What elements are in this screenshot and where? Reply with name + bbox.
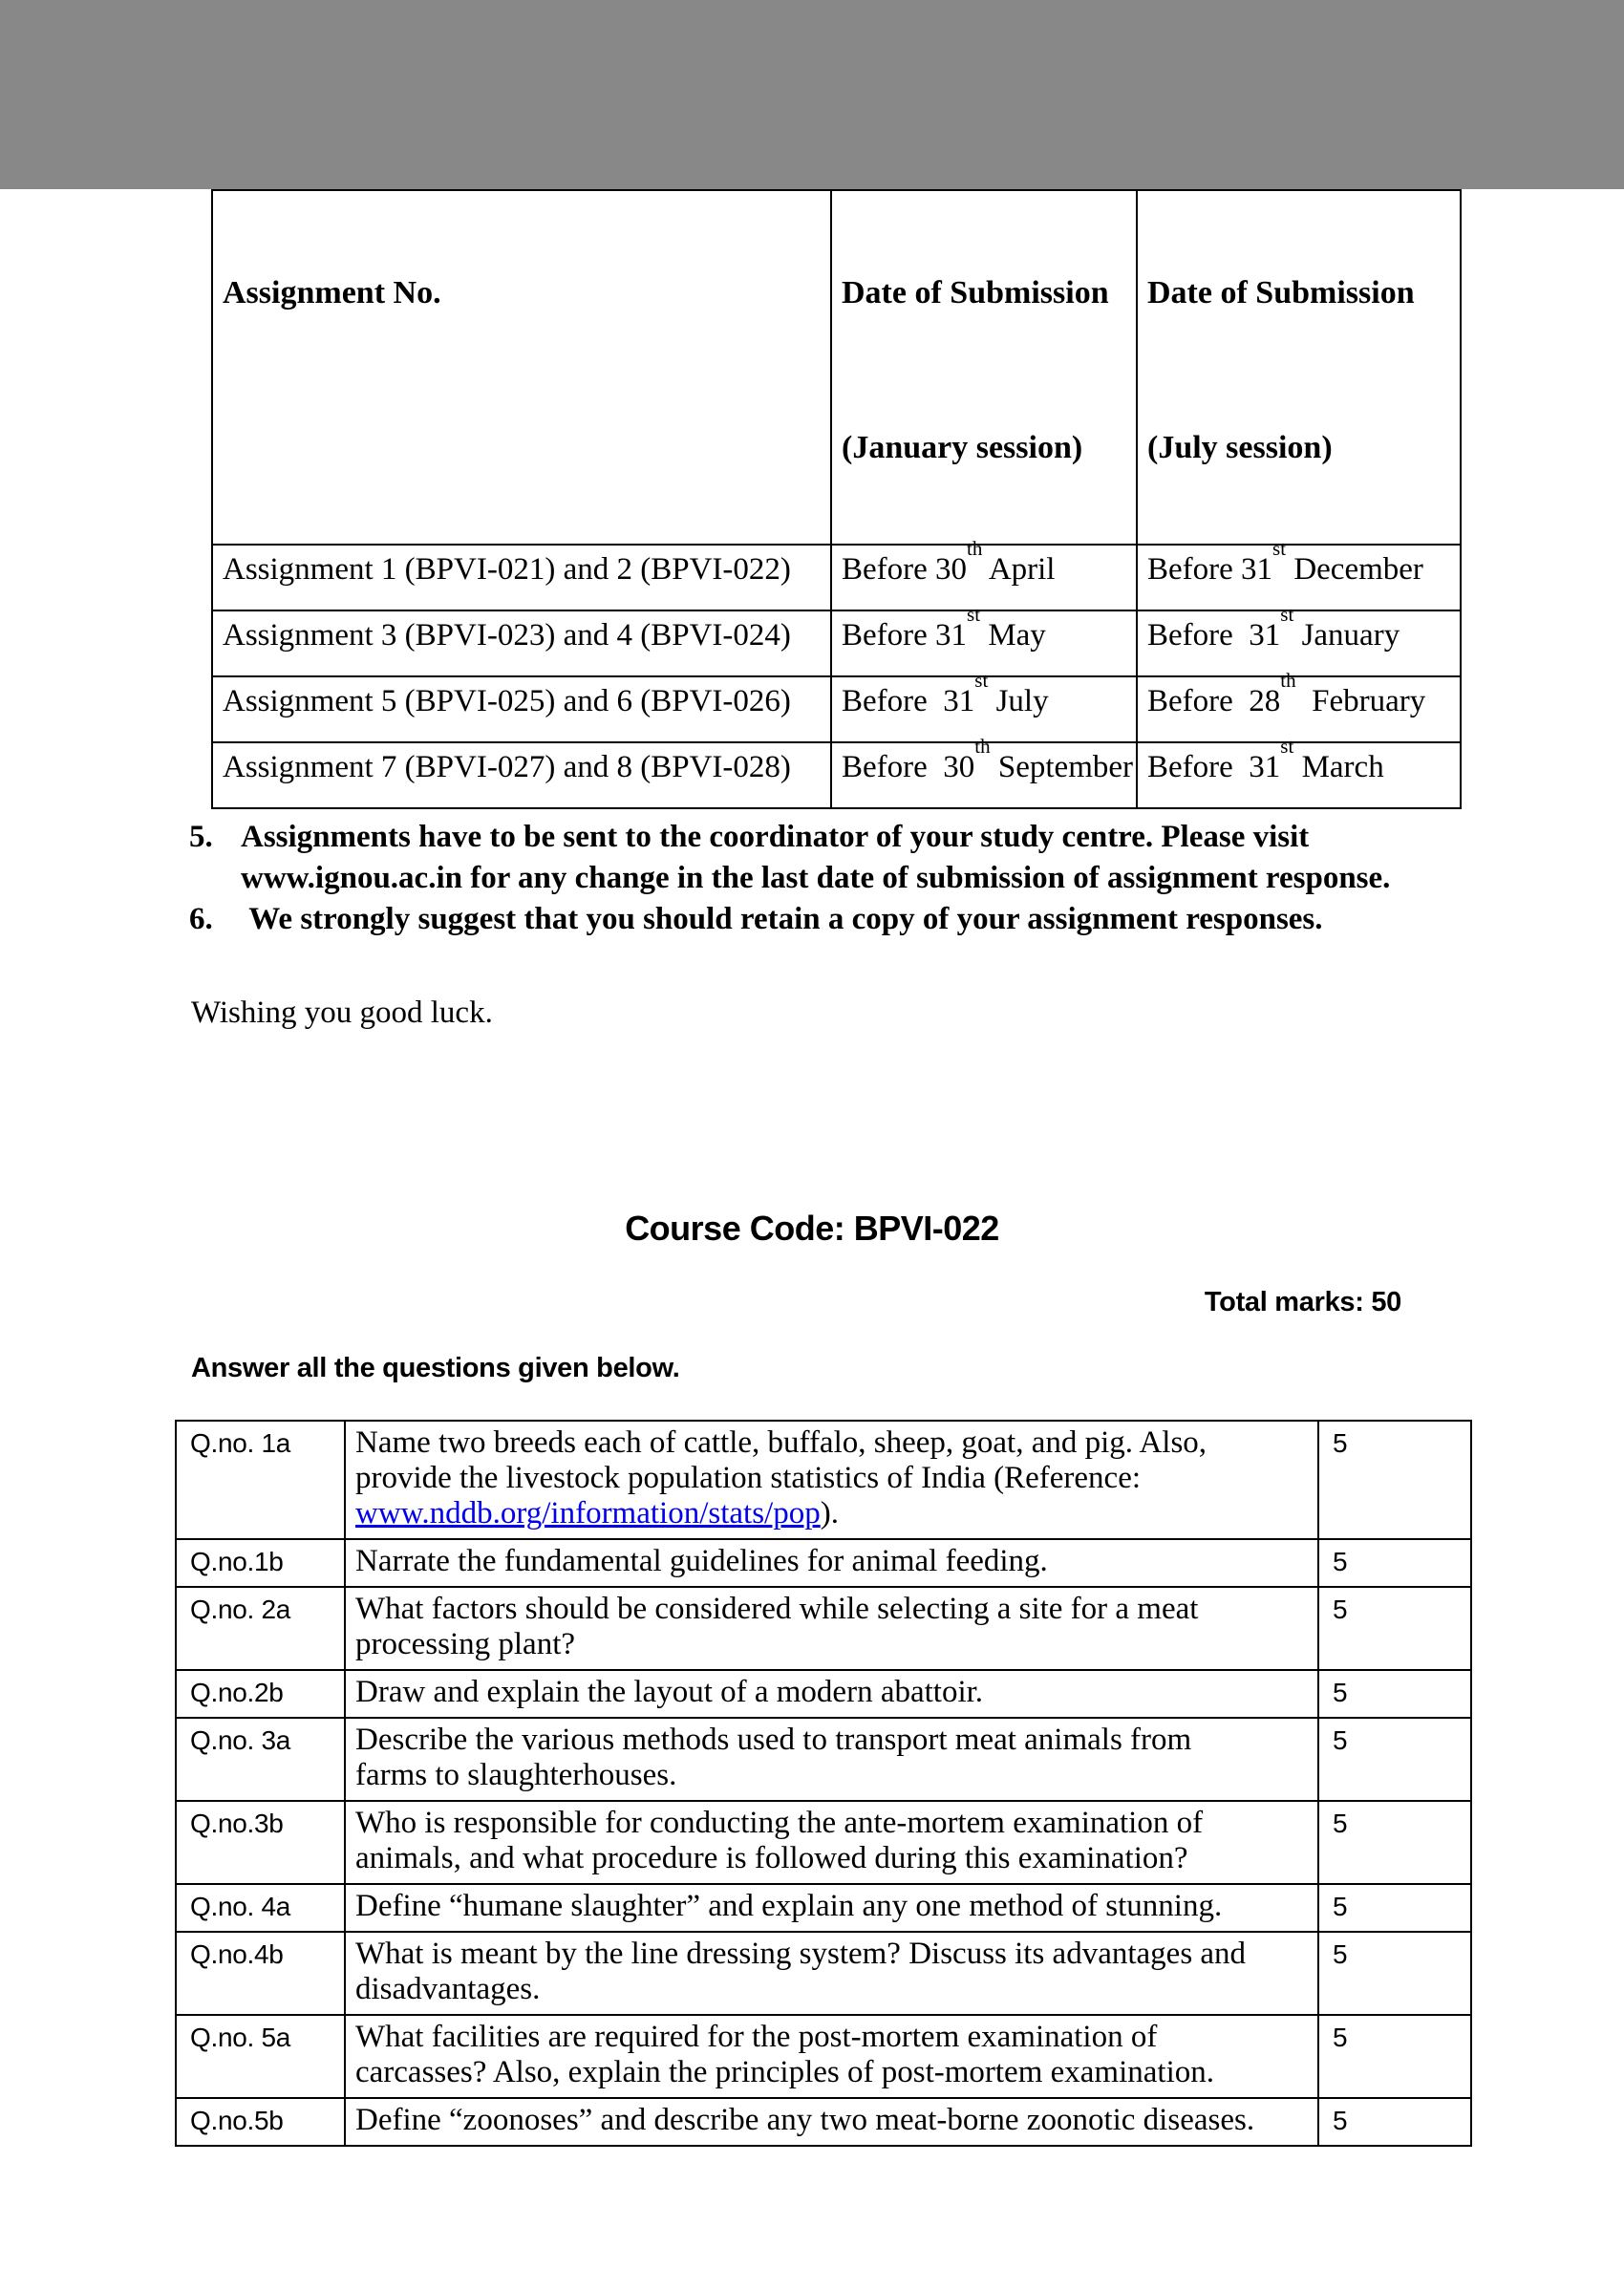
schedule-row bbox=[212, 742, 1461, 808]
note-number: 6. bbox=[189, 902, 213, 936]
question-row bbox=[176, 1932, 1471, 2015]
schedule-header-row bbox=[212, 190, 1461, 545]
ordinal-suffix: st bbox=[967, 603, 981, 626]
date-text: February bbox=[1295, 684, 1426, 718]
question-text-cell: Narrate the fundamental guidelines for animal feeding. bbox=[345, 1539, 1318, 1587]
assignment-cell: Assignment 3 (BPVI-023) and 4 (BPVI-024) bbox=[212, 610, 831, 676]
date-text: Before 31 bbox=[842, 684, 975, 718]
january-date-cell bbox=[831, 537, 1137, 610]
date-text: April bbox=[982, 552, 1056, 587]
assignment-cell: Assignment 7 (BPVI-027) and 8 (BPVI-028) bbox=[212, 742, 831, 808]
marks-cell: 5 bbox=[1318, 1932, 1471, 2015]
date-text: Before 31 bbox=[842, 618, 968, 653]
question-text-cell: What factors should be considered while selecting a site for a meat processing plant? bbox=[345, 1587, 1318, 1670]
question-number-cell: Q.no.4b bbox=[176, 1932, 345, 2015]
marks-cell: 5 bbox=[1318, 1539, 1471, 1587]
note-item-6 bbox=[189, 899, 1474, 940]
note-line: www.ignou.ac.in for any change in the last date of submission of assignment response. bbox=[241, 861, 1391, 895]
january-date-cell bbox=[831, 603, 1137, 676]
schedule-row bbox=[212, 610, 1461, 676]
question-text-cell: Who is responsible for conducting the ante-mortem examination of animals, and what procedure is followed during this examination? bbox=[345, 1801, 1318, 1884]
date-text: Before 30 bbox=[842, 750, 975, 784]
course-code-heading: Course Code: BPVI-022 bbox=[625, 1209, 999, 1248]
marks-cell: 5 bbox=[1318, 1670, 1471, 1718]
question-text: ). bbox=[820, 1496, 839, 1531]
note-text: We strongly suggest that you should retain a copy of your assignment responses. bbox=[241, 902, 1323, 936]
nddb-stats-link[interactable]: www.nddb.org/information/stats/pop bbox=[355, 1496, 821, 1531]
marks-cell: 5 bbox=[1318, 2098, 1471, 2146]
marks-cell: 5 bbox=[1318, 1718, 1471, 1801]
date-text: Before 31 bbox=[1147, 750, 1281, 784]
question-text-cell: Describe the various methods used to transport meat animals from farms to slaughterhouses. bbox=[345, 1718, 1318, 1801]
schedule-header-assignment-no bbox=[212, 190, 831, 545]
question-text-cell: What facilities are required for the post-mortem examination of carcasses? Also, explain the principles of post-mortem examination. bbox=[345, 2015, 1318, 2098]
question-row bbox=[176, 1421, 1471, 1539]
marks-cell: 5 bbox=[1318, 1421, 1471, 1539]
ordinal-suffix: th bbox=[967, 537, 983, 560]
question-number-cell: Q.no. 5a bbox=[176, 2015, 345, 2098]
july-date-cell bbox=[1137, 537, 1461, 610]
question-text-cell bbox=[345, 1421, 1318, 1539]
july-date-cell bbox=[1137, 603, 1461, 676]
document-page bbox=[0, 189, 1624, 2291]
questions-table bbox=[175, 1420, 1472, 2147]
july-date-cell bbox=[1137, 669, 1461, 742]
date-text: March bbox=[1293, 750, 1384, 784]
july-date-cell bbox=[1137, 735, 1461, 808]
schedule-header-january-session bbox=[831, 190, 1137, 545]
date-text: May bbox=[980, 618, 1046, 653]
date-text: Before 28 bbox=[1147, 684, 1281, 718]
date-text: Before 30 bbox=[842, 552, 968, 587]
schedule-row bbox=[212, 545, 1461, 610]
question-text: Name two breeds each of cattle, buffalo, sheep, goat, and pig. Also, provide the livestock population statistics of India (Reference: bbox=[355, 1425, 1207, 1495]
question-row bbox=[176, 1801, 1471, 1884]
ordinal-suffix: th bbox=[974, 735, 991, 758]
question-row bbox=[176, 1539, 1471, 1587]
header-line: Assignment No. bbox=[223, 275, 441, 310]
marks-cell: 5 bbox=[1318, 1801, 1471, 1884]
question-row bbox=[176, 1670, 1471, 1718]
ordinal-suffix: st bbox=[974, 669, 989, 692]
question-row bbox=[176, 1587, 1471, 1670]
marks-cell: 5 bbox=[1318, 2015, 1471, 2098]
date-text: Before 31 bbox=[1147, 618, 1281, 653]
date-text: Before 31 bbox=[1147, 552, 1273, 587]
note-line: Assignments have to be sent to the coordinator of your study centre. Please visit bbox=[241, 820, 1310, 854]
question-text-cell: Define “zoonoses” and describe any two meat-borne zoonotic diseases. bbox=[345, 2098, 1318, 2146]
marks-cell: 5 bbox=[1318, 1884, 1471, 1932]
ordinal-suffix: th bbox=[1280, 669, 1296, 692]
question-text-cell: Draw and explain the layout of a modern abattoir. bbox=[345, 1670, 1318, 1718]
question-number-cell: Q.no. 2a bbox=[176, 1587, 345, 1670]
note-item-5 bbox=[189, 817, 1474, 899]
january-date-cell bbox=[831, 735, 1137, 808]
marks-cell: 5 bbox=[1318, 1587, 1471, 1670]
notes-list bbox=[189, 817, 1474, 940]
question-text-cell: Define “humane slaughter” and explain any one method of stunning. bbox=[345, 1884, 1318, 1932]
question-row bbox=[176, 2015, 1471, 2098]
schedule-row bbox=[212, 676, 1461, 742]
header-line: (July session) bbox=[1147, 430, 1333, 465]
schedule-header-july-session bbox=[1137, 190, 1461, 545]
header-line: Date of Submission bbox=[842, 275, 1109, 310]
question-row bbox=[176, 1718, 1471, 1801]
question-row bbox=[176, 1884, 1471, 1932]
question-number-cell: Q.no. 4a bbox=[176, 1884, 345, 1932]
question-number-cell: Q.no.3b bbox=[176, 1801, 345, 1884]
question-text-cell: What is meant by the line dressing system? Discuss its advantages and disadvantages. bbox=[345, 1932, 1318, 2015]
assignment-cell: Assignment 5 (BPVI-025) and 6 (BPVI-026) bbox=[212, 676, 831, 742]
header-line: Date of Submission bbox=[1147, 275, 1415, 310]
instruction-text: Answer all the questions given below. bbox=[191, 1353, 680, 1383]
january-date-cell bbox=[831, 669, 1137, 742]
question-number-cell: Q.no.2b bbox=[176, 1670, 345, 1718]
assignment-cell: Assignment 1 (BPVI-021) and 2 (BPVI-022) bbox=[212, 545, 831, 610]
ordinal-suffix: st bbox=[1272, 537, 1287, 560]
submission-schedule-table bbox=[211, 189, 1462, 809]
question-number-cell: Q.no. 3a bbox=[176, 1718, 345, 1801]
total-marks-label: Total marks: 50 bbox=[1204, 1287, 1401, 1317]
header-line: (January session) bbox=[842, 430, 1083, 465]
date-text: December bbox=[1286, 552, 1423, 587]
note-number: 5. bbox=[189, 820, 213, 854]
note-text bbox=[241, 817, 1390, 899]
closing-text: Wishing you good luck. bbox=[191, 996, 493, 1030]
ordinal-suffix: st bbox=[1280, 603, 1294, 626]
question-number-cell: Q.no.1b bbox=[176, 1539, 345, 1587]
date-text: July bbox=[988, 684, 1049, 718]
ordinal-suffix: st bbox=[1280, 735, 1294, 758]
date-text: September bbox=[990, 750, 1134, 784]
question-number-cell: Q.no.5b bbox=[176, 2098, 345, 2146]
question-row bbox=[176, 2098, 1471, 2146]
date-text: January bbox=[1293, 618, 1400, 653]
question-number-cell: Q.no. 1a bbox=[176, 1421, 345, 1539]
